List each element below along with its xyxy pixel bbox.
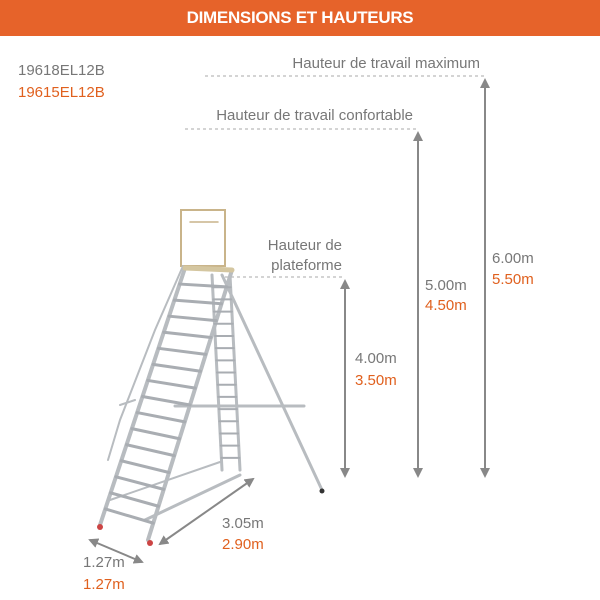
model-code-primary: 19618EL12B (18, 62, 105, 79)
max-work-height-label: Hauteur de travail maximum (292, 55, 480, 72)
max-work-primary: 6.00m (492, 250, 534, 267)
ladder-step (111, 493, 159, 506)
ladder-step (148, 380, 195, 388)
length-primary: 3.05m (222, 515, 264, 532)
platform-primary: 4.00m (355, 350, 397, 367)
comfort-work-secondary: 4.50m (425, 297, 467, 314)
ladder-step (132, 429, 180, 439)
comfort-work-primary: 5.00m (425, 277, 467, 294)
max-work-secondary: 5.50m (492, 271, 534, 288)
model-code-secondary: 19615EL12B (18, 84, 105, 101)
width-secondary: 1.27m (83, 576, 125, 593)
ladder-step (137, 413, 185, 422)
ladder-step (164, 332, 211, 337)
ladder-step (153, 364, 200, 371)
width-primary: 1.27m (83, 554, 125, 571)
ladder-step (169, 316, 216, 320)
ladder-step (121, 461, 169, 473)
comfort-work-height-label: Hauteur de travail confortable (216, 107, 413, 124)
ladder-step (127, 445, 175, 456)
platform-secondary: 3.50m (355, 372, 397, 389)
section-header: DIMENSIONS ET HAUTEURS (0, 0, 600, 36)
platform-height-label-line2: plateforme (271, 257, 342, 274)
length-secondary: 2.90m (222, 536, 264, 553)
ladder-step (143, 397, 191, 406)
ladder-step (158, 348, 205, 354)
platform-height-label-line1: Hauteur de (267, 237, 342, 254)
ladder-step (105, 509, 153, 523)
length-arrow (160, 479, 253, 544)
